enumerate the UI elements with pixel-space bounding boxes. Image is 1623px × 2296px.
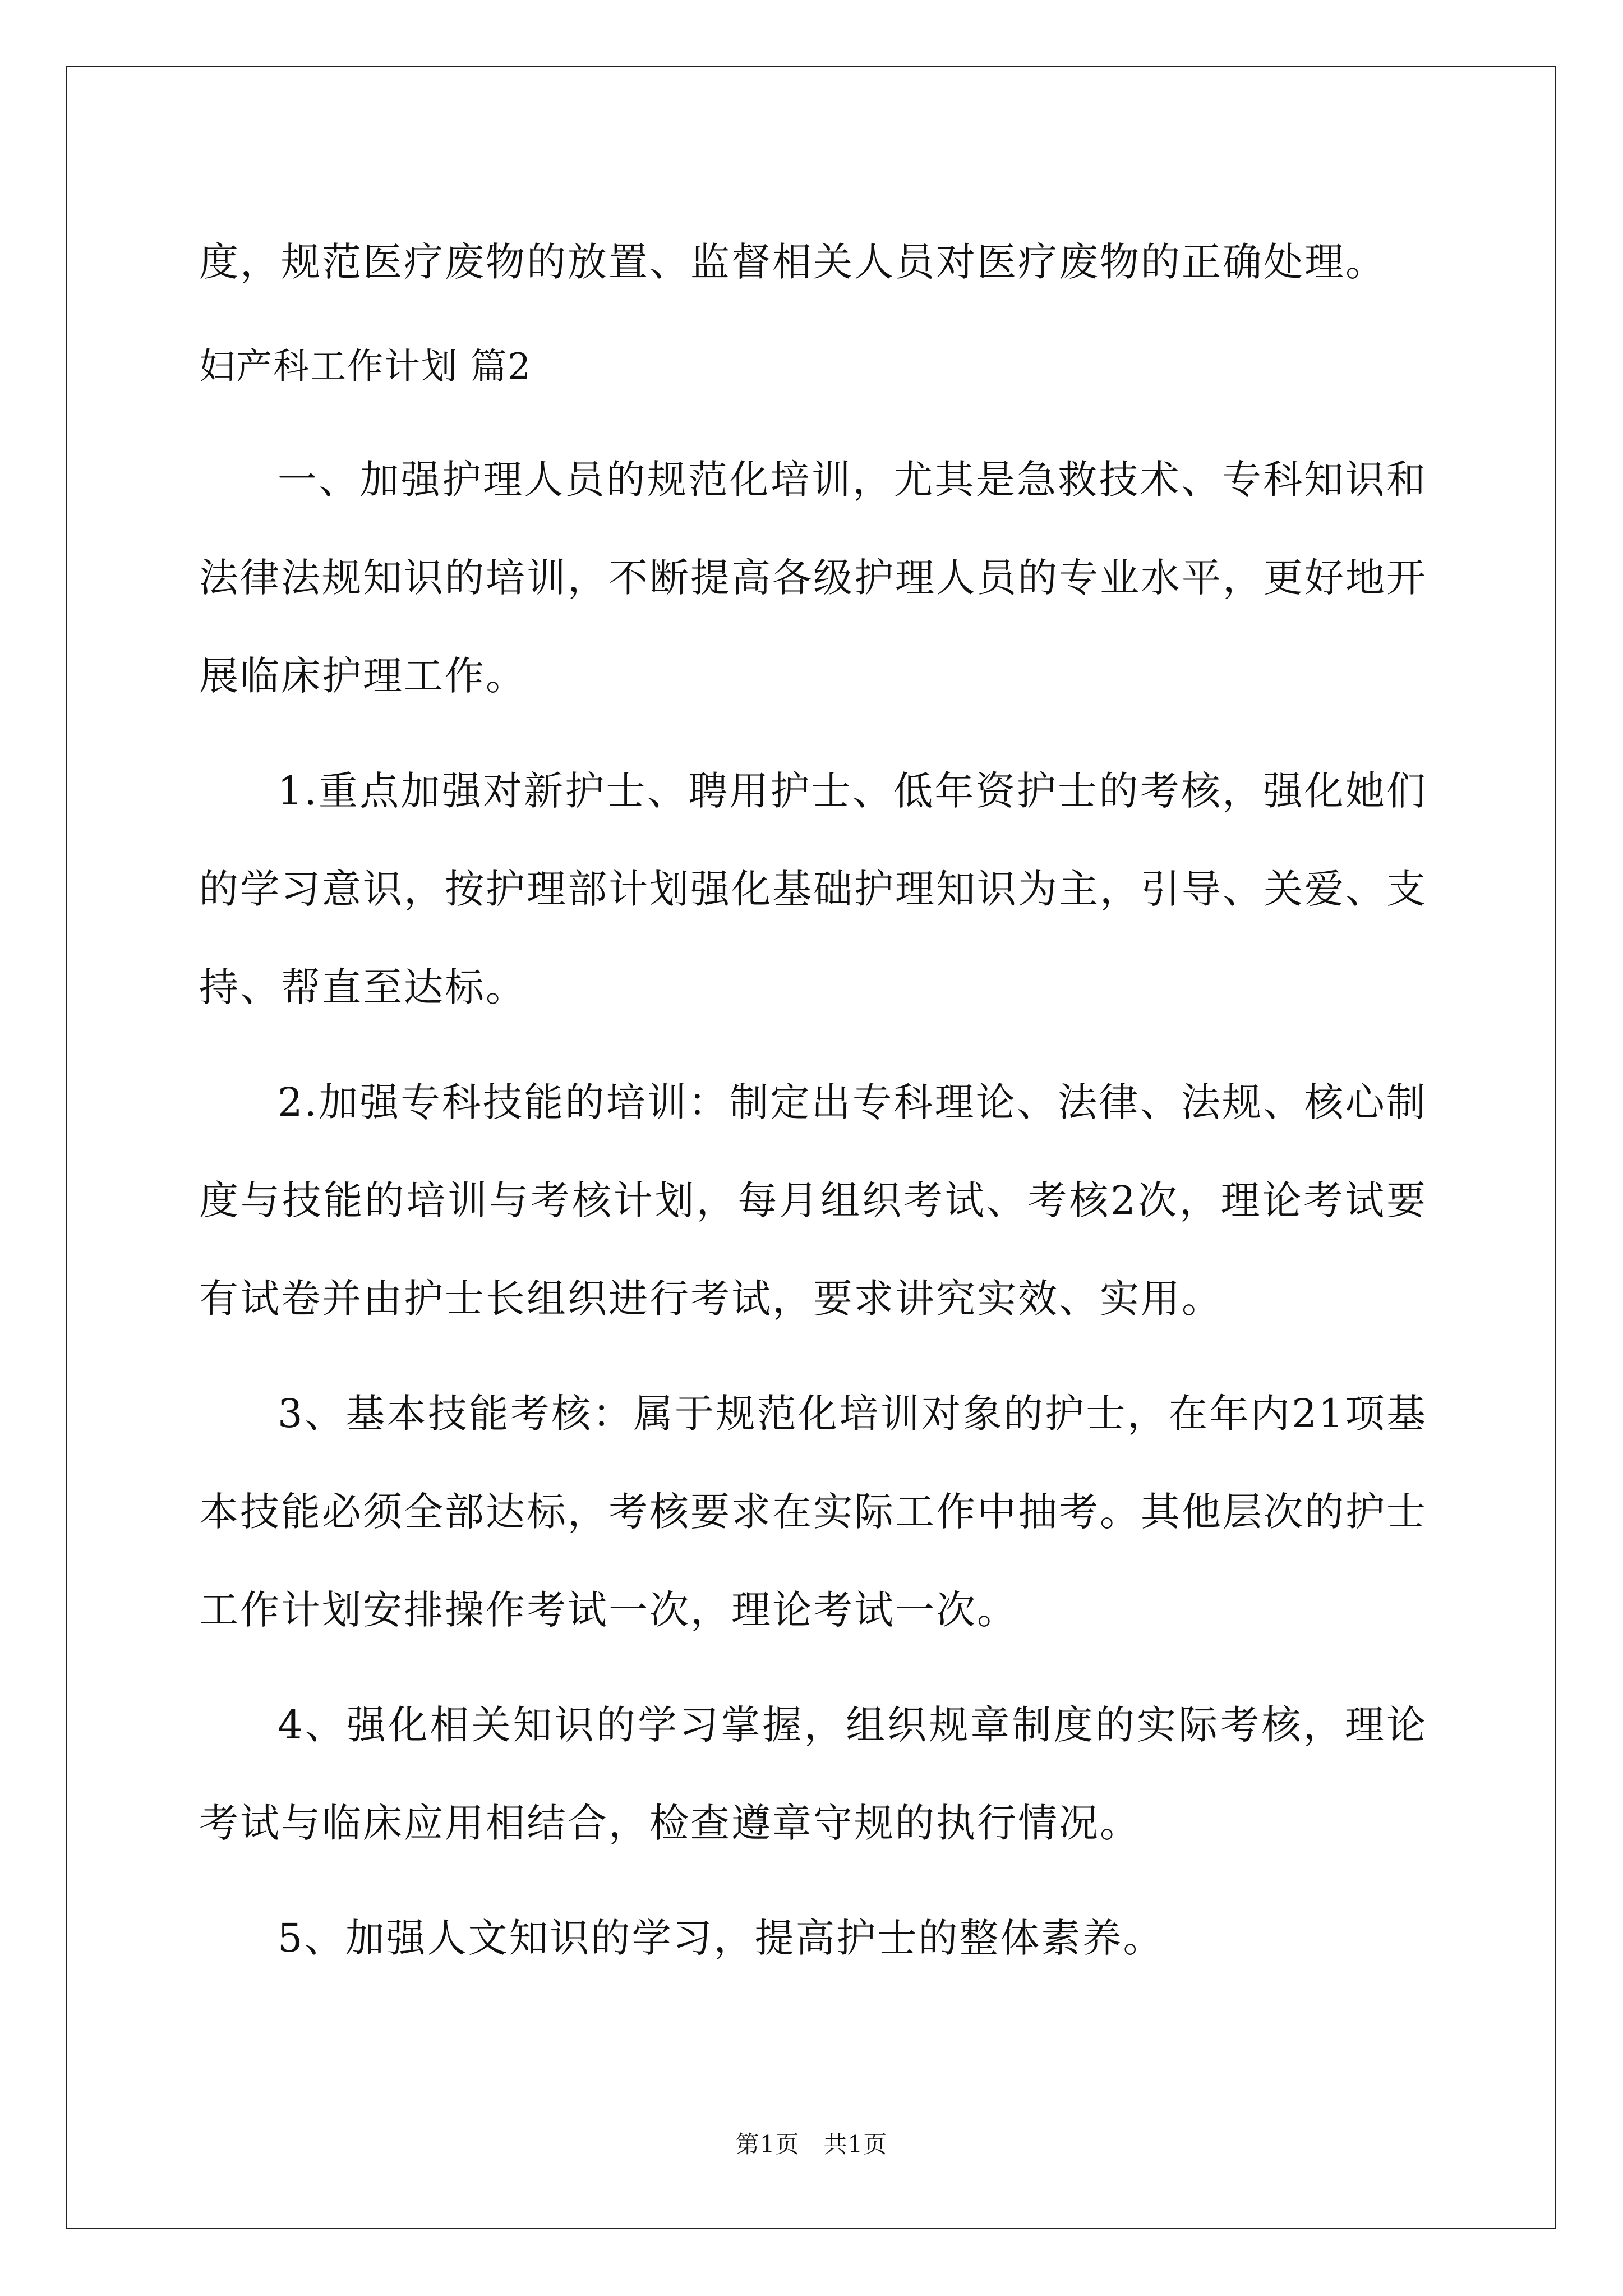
paragraph-6: 5、加强人文知识的学习，提高护士的整体素养。 <box>278 1915 1164 1961</box>
paragraph-3: 2.加强专科技能的培训：制定出专科理论、法律、法规、核心制度与技能的培训与考核计划，每月组织考试、考核2次，理论考试要有试卷并由护士长组织进行考试，要求讲究实效、实用。 <box>199 1079 1427 1322</box>
section-title: 妇产科工作计划 篇2 <box>199 346 532 388</box>
paragraph-4: 3、基本技能考核：属于规范化培训对象的护士，在年内21项基本技能必须全部达标，考核要求在实际工作中抽考。其他层次的护士工作计划安排操作考试一次，理论考试一次。 <box>199 1391 1427 1633</box>
page-footer: 第1页 共1页 <box>735 2131 888 2158</box>
document-body <box>199 213 1427 1987</box>
paragraph-5: 4、强化相关知识的学习掌握，组织规章制度的实际考核，理论考试与临床应用相结合，检查遵章守规的执行情况。 <box>199 1702 1427 1846</box>
paragraph-2: 1.重点加强对新护士、聘用护士、低年资护士的考核，强化她们的学习意识，按护理部计划强化基础护理知识为主，引导、关爱、支持、帮直至达标。 <box>199 768 1427 1010</box>
paragraph-1: 一、加强护理人员的规范化培训，尤其是急救技术、专科知识和法律法规知识的培训，不断提高各级护理人员的专业水平，更好地开展临床护理工作。 <box>199 457 1427 699</box>
paragraph-continuation: 度，规范医疗废物的放置、监督相关人员对医疗废物的正确处理。 <box>199 239 1386 285</box>
